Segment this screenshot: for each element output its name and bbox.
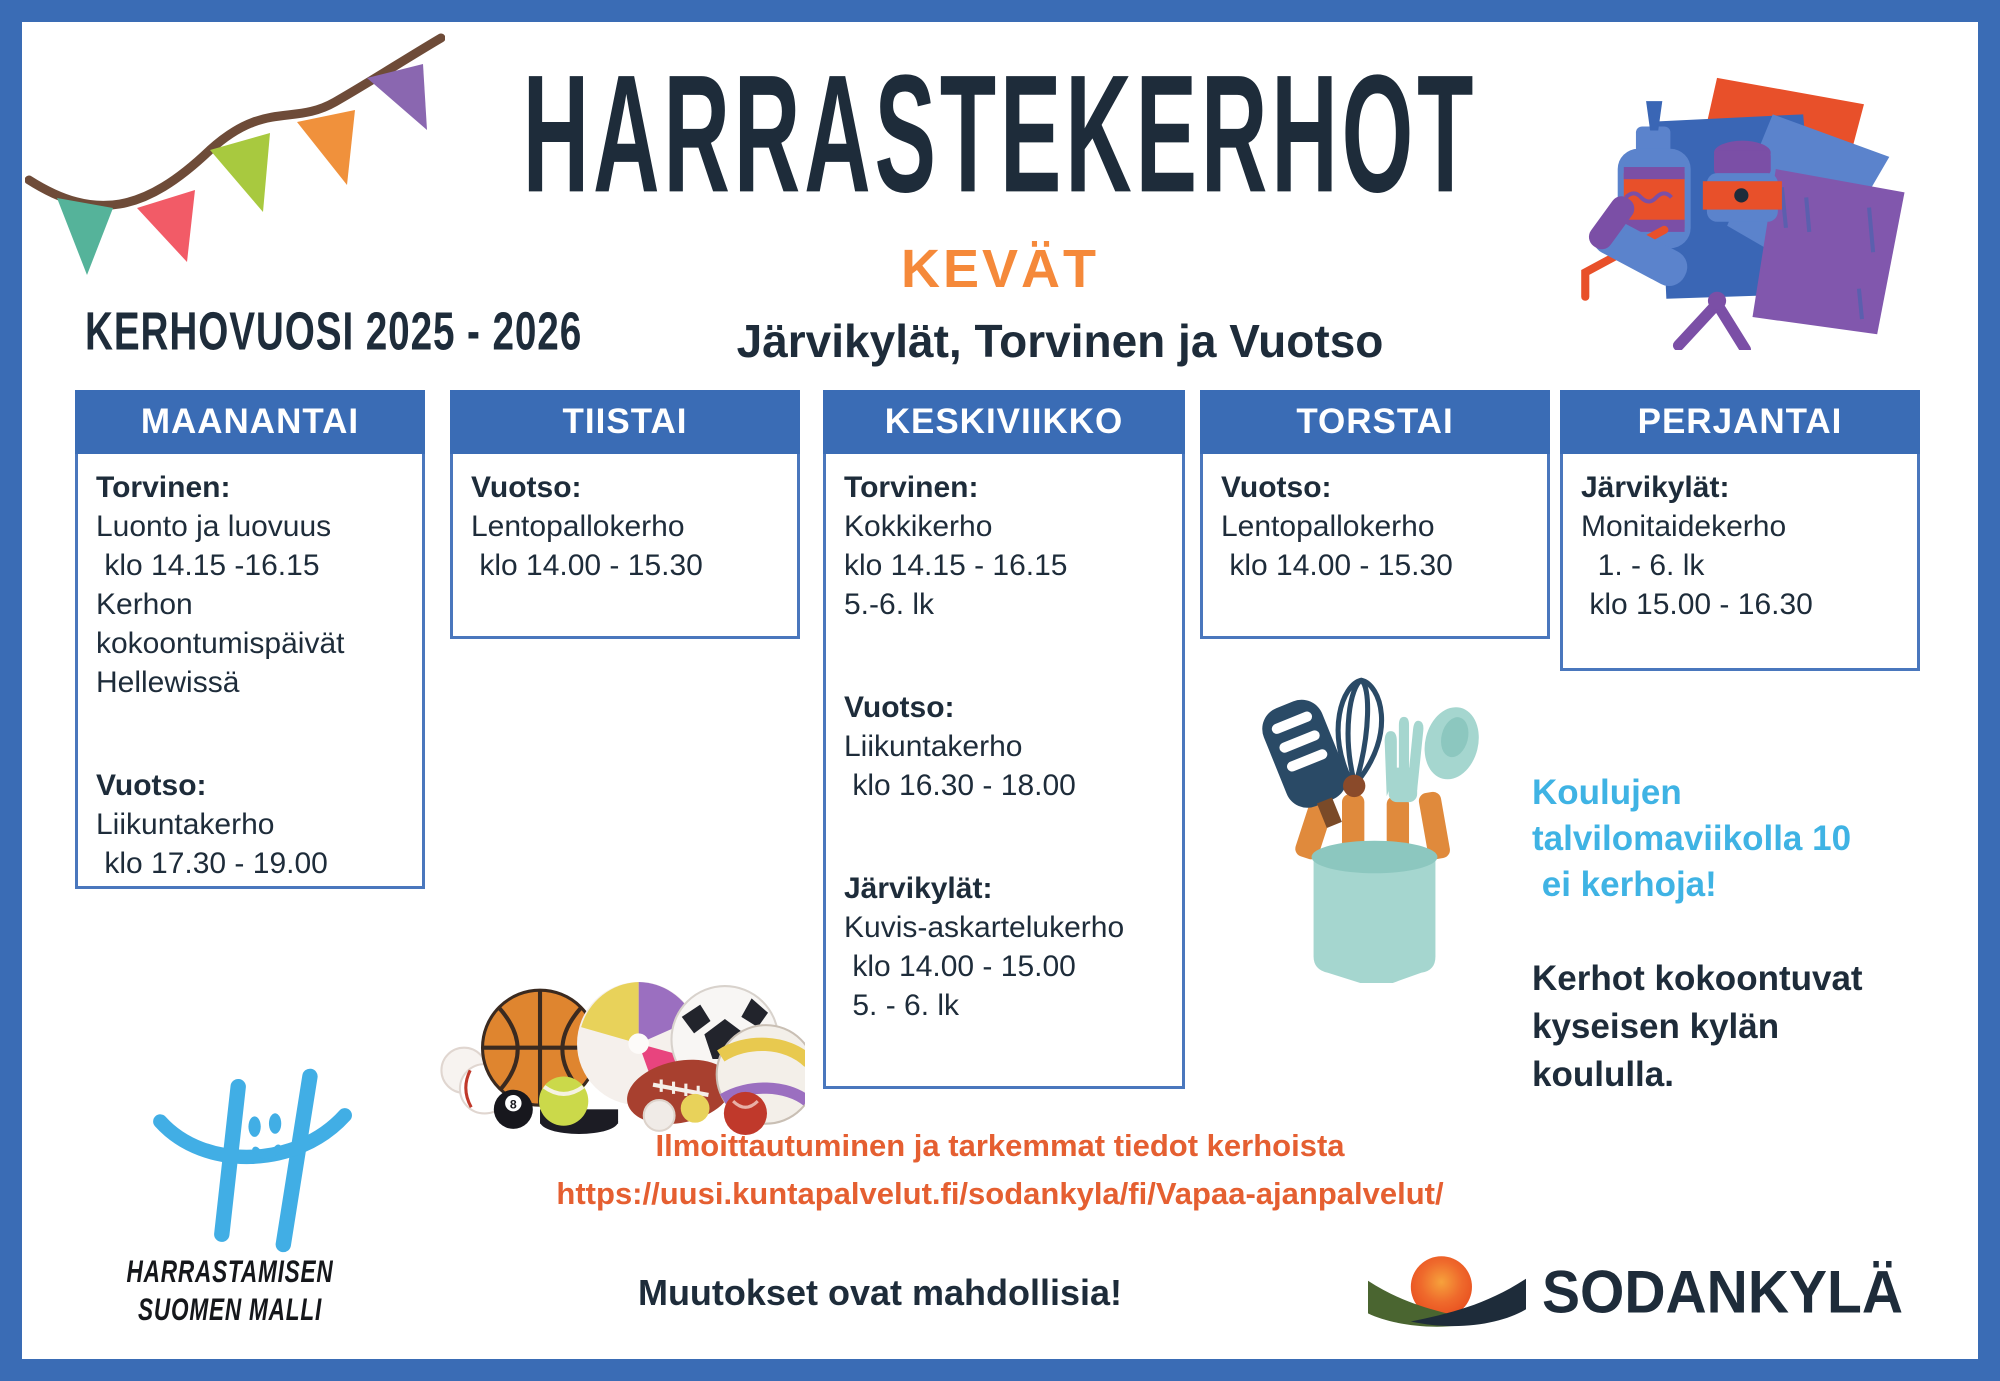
village-name: Torvinen: [844, 471, 979, 504]
location-note [1532, 955, 1863, 1099]
club-line: Lentopallokerho [471, 510, 685, 543]
villages-subtitle: Järvikylät, Torvinen ja Vuotso [736, 315, 1384, 367]
club-line: 1. - 6. lk [1581, 549, 1705, 582]
location-note-line: kyseisen kylän [1532, 1007, 1780, 1046]
club-entry [96, 766, 404, 883]
day-header: TIISTAI [450, 390, 800, 454]
club-entry [471, 468, 779, 585]
village-name: Vuotso: [96, 769, 207, 802]
village-name: Vuotso: [1221, 471, 1332, 504]
club-line: klo 16.30 - 18.00 [844, 769, 1076, 802]
village-name: Järvikylät: [1581, 471, 1730, 504]
day-body [450, 454, 800, 639]
club-entry [844, 468, 1164, 624]
club-line: kokoontumispäivät [96, 627, 345, 660]
club-line: Hellewissä [96, 666, 240, 699]
club-entry [844, 869, 1164, 1025]
club-line: klo 14.00 - 15.30 [471, 549, 703, 582]
village-name: Torvinen: [96, 471, 231, 504]
sodankyla-sun-ribbon-icon [1368, 1252, 1526, 1334]
club-line: Lentopallokerho [1221, 510, 1435, 543]
hsm-logo-text [125, 1254, 336, 1330]
day-header: KESKIVIIKKO [823, 390, 1185, 454]
holiday-note-line: talvilomaviikolla 10 [1532, 819, 1852, 858]
club-line: klo 14.00 - 15.30 [1221, 549, 1453, 582]
club-line: Kokkikerho [844, 510, 993, 543]
holiday-note [1532, 770, 1851, 908]
page-title: HARRASTEKERHOT [522, 40, 1478, 229]
club-line: Liikuntakerho [844, 730, 1023, 763]
day-body [75, 454, 425, 889]
club-line: Kerhon [96, 588, 193, 621]
day-header: MAANANTAI [75, 390, 425, 454]
club-line: 5.-6. lk [844, 588, 935, 621]
location-note-line: koululla. [1532, 1055, 1674, 1094]
hsm-logo-line: HARRASTAMISEN [126, 1255, 334, 1290]
club-line: klo 17.30 - 19.00 [96, 847, 328, 880]
day-body [1200, 454, 1550, 639]
club-year-label: KERHOVUOSI 2025 - 2026 [85, 302, 583, 362]
club-line: Monitaidekerho [1581, 510, 1787, 543]
club-entry [1581, 468, 1899, 624]
club-line: Luonto ja luovuus [96, 510, 332, 543]
schedule-column-tuesday [450, 390, 800, 639]
club-line: klo 15.00 - 16.30 [1581, 588, 1813, 621]
disclaimer-text: Muutokset ovat mahdollisia! [637, 1272, 1123, 1313]
club-line: 5. - 6. lk [844, 989, 960, 1022]
schedule-column-wednesday [823, 390, 1185, 1089]
sports-balls-icon [425, 945, 805, 1135]
day-header: PERJANTAI [1560, 390, 1920, 454]
schedule-column-monday [75, 390, 425, 889]
club-line: Liikuntakerho [96, 808, 275, 841]
registration-info [460, 1122, 1540, 1218]
club-line: klo 14.00 - 15.00 [844, 950, 1076, 983]
club-line: klo 14.15 - 16.15 [844, 549, 1068, 582]
schedule-column-thursday [1200, 390, 1550, 639]
day-body [1560, 454, 1920, 671]
sodankyla-logo-text: SODANKYLÄ [1542, 1259, 1904, 1327]
hsm-logo-line: SUOMEN MALLI [137, 1292, 323, 1328]
club-entry [1221, 468, 1529, 585]
village-name: Vuotso: [844, 691, 955, 724]
registration-text: Ilmoittautuminen ja tarkemmat tiedot kerhoista [655, 1128, 1345, 1163]
kitchen-utensils-icon [1252, 662, 1497, 987]
village-name: Järvikylät: [844, 872, 993, 905]
day-header: TORSTAI [1200, 390, 1550, 454]
holiday-note-line: Koulujen [1532, 773, 1682, 812]
day-body [823, 454, 1185, 1089]
holiday-note-line: ei kerhoja! [1532, 865, 1717, 904]
club-entry [844, 688, 1164, 805]
club-line: Kuvis-askartelukerho [844, 911, 1125, 944]
eight-ball-number: 8 [509, 1097, 517, 1112]
location-note-line: Kerhot kokoontuvat [1532, 959, 1863, 998]
schedule-column-friday [1560, 390, 1920, 671]
registration-url: https://uusi.kuntapalvelut.fi/sodankyla/fi/Vapaa-ajanpalvelut/ [556, 1176, 1444, 1211]
club-entry [96, 468, 404, 702]
smiley-h-logo-icon [148, 1068, 353, 1258]
season-label: KEVÄT [900, 239, 1099, 299]
village-name: Vuotso: [471, 471, 582, 504]
club-line: klo 14.15 -16.15 [96, 549, 320, 582]
